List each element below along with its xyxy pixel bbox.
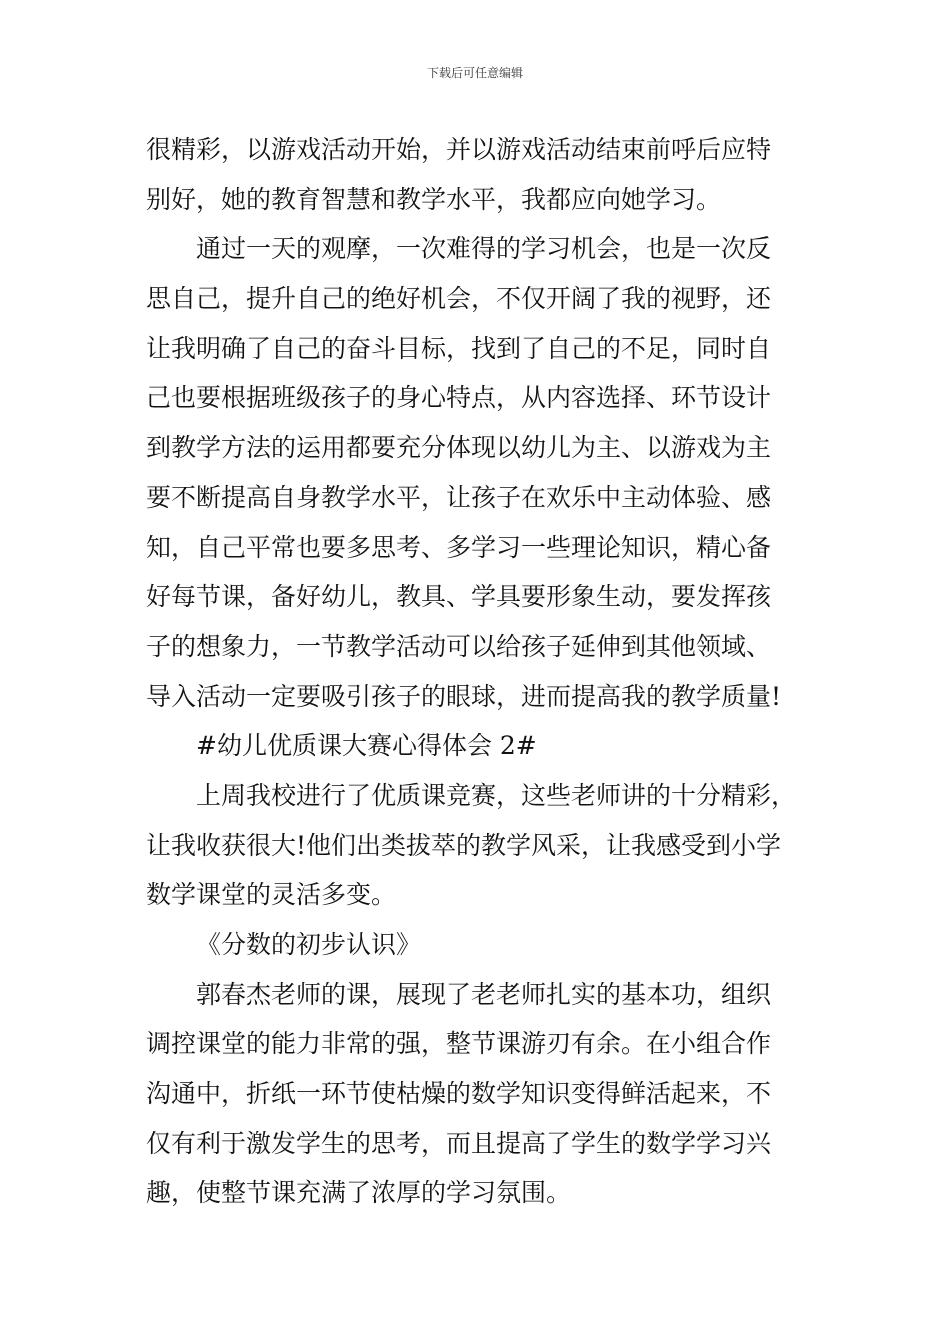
lesson-title-text: 《分数的初步认识》	[196, 930, 422, 959]
text-line: 要不断提高自身教学水平，让孩子在欢乐中主动体验、感	[146, 482, 772, 512]
text-line: 思自己，提升自己的绝好机会，不仅开阔了我的视野，还	[146, 284, 772, 314]
text-line: 到教学方法的运用都要充分体现以幼儿为主、以游戏为主	[146, 433, 772, 463]
paragraph-2	[146, 224, 826, 721]
page-header-note: 下载后可任意编辑	[426, 66, 523, 80]
text-line: 通过一天的观摩，一次难得的学习机会，也是一次反	[196, 234, 772, 264]
section-heading	[146, 721, 826, 771]
text-line: 己也要根据班级孩子的身心特点，从内容选择、环节设计	[146, 383, 772, 413]
text-line: 别好，她的教育智慧和教学水平，我都应向她学习。	[146, 184, 722, 214]
text-line: 上周我校进行了优质课竞赛，这些老师讲的十分精彩，	[196, 780, 797, 810]
text-line: 沟通中，折纸一环节使枯燥的数学知识变得鲜活起来，不	[146, 1079, 772, 1109]
text-line: 让我收获很大!他们出类拔萃的教学风采，让我感受到小学	[146, 830, 782, 860]
text-line: 数学课堂的灵活多变。	[146, 880, 397, 910]
text-line: 知，自己平常也要多思考、多学习一些理论知识，精心备	[146, 532, 772, 562]
paragraph-4	[146, 970, 826, 1218]
text-line: 很精彩，以游戏活动开始，并以游戏活动结束前呼后应特	[146, 135, 772, 164]
text-line: 郭春杰老师的课，展现了老老师扎实的基本功，组织	[196, 979, 772, 1009]
document-body	[146, 125, 826, 1218]
paragraph-1	[146, 125, 826, 224]
lesson-title	[146, 920, 826, 970]
text-line: 调控课堂的能力非常的强，整节课游刃有余。在小组合作	[146, 1029, 772, 1059]
text-line: 仅有利于激发学生的思考，而且提高了学生的数学学习兴	[146, 1128, 772, 1158]
text-line: 好每节课，备好幼儿，教具、学具要形象生动，要发挥孩	[146, 582, 772, 612]
text-line: 趣，使整节课充满了浓厚的学习氛围。	[146, 1178, 572, 1208]
section-heading-text: #幼儿优质课大赛心得体会 2#	[196, 731, 537, 761]
text-line: 子的想象力，一节教学活动可以给孩子延伸到其他领域、	[146, 631, 772, 661]
paragraph-3	[146, 771, 826, 920]
text-line: 导入活动一定要吸引孩子的眼球，进而提高我的教学质量!	[146, 681, 782, 711]
text-line: 让我明确了自己的奋斗目标，找到了自己的不足，同时自	[146, 333, 772, 363]
